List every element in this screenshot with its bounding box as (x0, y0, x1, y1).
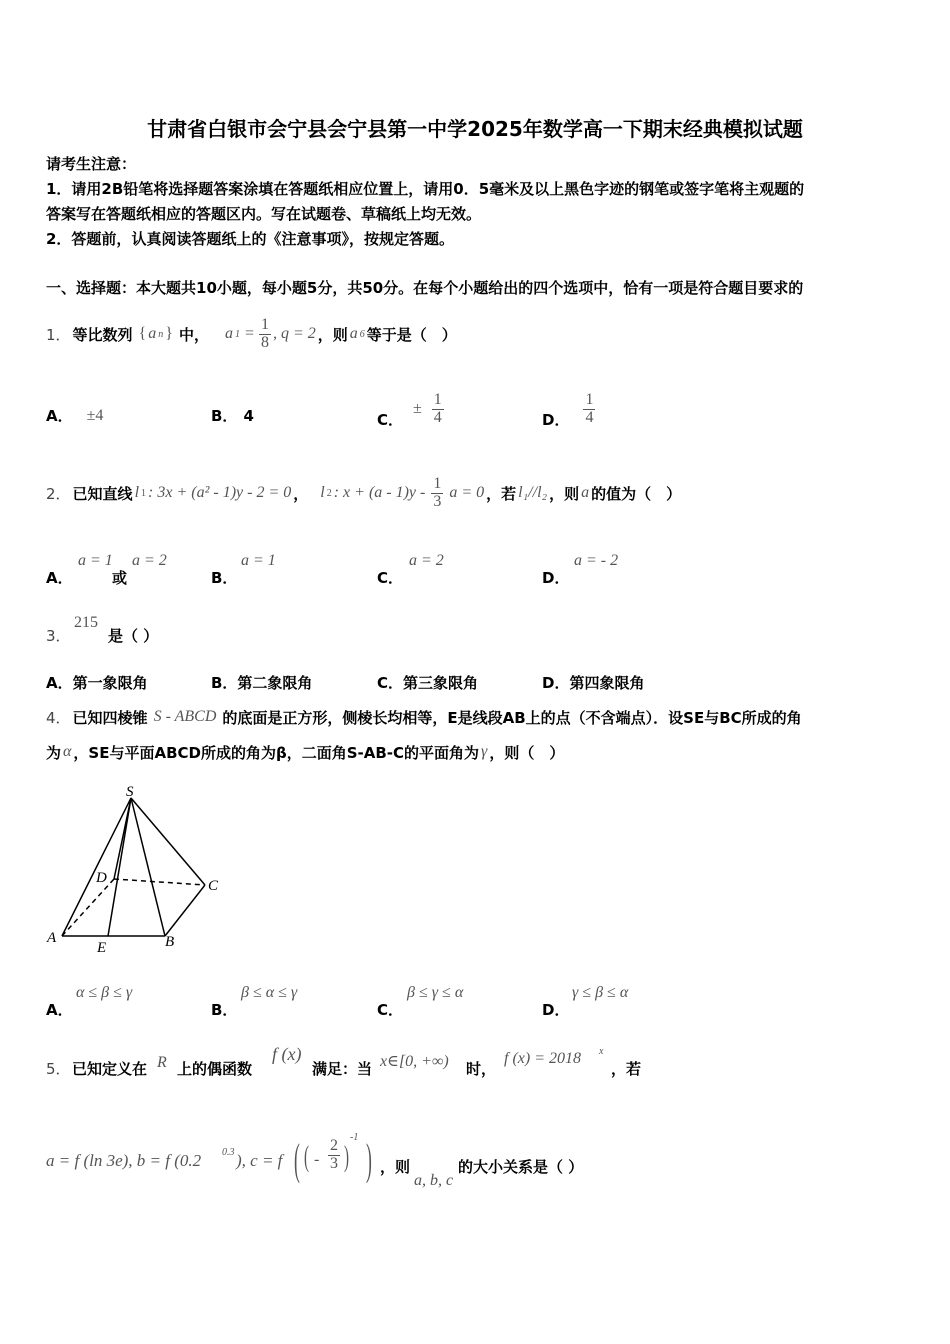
q5-vars: a, b, c (414, 1172, 454, 1189)
q2-l2-eq: : x + (a - 1)y - (333, 484, 426, 501)
q1-option-c[interactable]: C． ± $\frac{1}{4}$ (377, 390, 442, 429)
q1-eq: = (244, 325, 254, 342)
question-5-line-2: a = f (ln 3e), b = f (0.2 0.3 ), c = f ( ( - $\frac{2}{3}$ ) -1 ) ，则 a, b, c 的大小关系是（ ） (46, 1132, 584, 1189)
q4-pyramid: S - ABCD (153, 708, 217, 725)
label-b: B (165, 934, 175, 950)
q1-a6: a (349, 325, 358, 342)
q2-parallel: l₁//l₂ (518, 484, 548, 501)
q1-a1-sub: 1 (234, 328, 240, 340)
section-heading: 一、选择题：本大题共10小题，每小题5分，共50分。在每个小题给出的四个选项中，恰有一项是符合题目要求的 (46, 279, 804, 297)
q2-l2: l (320, 484, 325, 501)
q4-options: A． α ≤ β ≤ γ B． β ≤ α ≤ γ C． β ≤ γ ≤ α D． γ ≤ β ≤ α (46, 984, 629, 1019)
q2-text-4: 的值为（ ） (591, 484, 682, 503)
notice-line-1: 1．请用2B铅笔将选择题答案涂填在答题纸相应位置上，请用0．5毫米及以上黑色字迹的钢笔或签字笔将主观题的 (46, 180, 805, 198)
question-4-line-1: 4． 已知四棱锥 S - ABCD 的底面是正方形，侧棱长均相等，E是线段AB上的点（不含端点）．设SE与BC所成的角 (46, 708, 802, 727)
notice-line-1b: 答案写在答题纸相应的答题区内。写在试题卷、草稿纸上均无效。 (46, 205, 482, 223)
q5-fraction: $\frac{2}{3}$ (330, 1137, 338, 1172)
q2-l1: l (134, 484, 140, 501)
q1-q: , q = 2 (272, 325, 316, 342)
q1-number: 1． (46, 325, 71, 344)
q3-option-d[interactable]: D．第四象限角 (542, 674, 645, 692)
label-s: S (126, 784, 134, 800)
q3-option-b[interactable]: B．第二象限角 (211, 674, 313, 692)
q2-text-1: 已知直线 (72, 484, 133, 503)
pyramid-figure (40, 780, 240, 955)
q3-number: 3． (46, 627, 71, 645)
q2-options: A． a = 1 或 a = 2 B． a = 1 C． a = 2 D． a = - 2 (46, 552, 619, 587)
question-2: 2． 已知直线 l 1 : 3x + (a² - 1)y - 2 = 0 ， l 2 : x + (a - 1)y - $\frac{1}{3}$ a = 0 ，若 l₁//l₂ ，则 a 的值为（ ） (46, 474, 682, 510)
q1-option-a[interactable]: A． ±4 (46, 406, 104, 425)
q2-text-2: ，若 (486, 484, 517, 503)
label-e: E (97, 940, 107, 955)
q2-text-3: ，则 (549, 484, 580, 503)
q1-text-3: ，则 (317, 325, 348, 344)
q1-text-4: 等于是（ ） (366, 325, 457, 344)
q4-number: 4． (46, 708, 71, 727)
q3-text: 是（ ） (108, 627, 159, 645)
notice-heading: 请考生注意： (46, 155, 137, 173)
label-c: C (208, 878, 219, 894)
q5-definitions: a = f (ln 3e), b = f (0.2 (46, 1151, 202, 1170)
page-title: 甘肃省白银市会宁县会宁县第一中学2025年数学高一下期末经典模拟试题 (147, 117, 803, 141)
q1-options (46, 385, 906, 433)
q1-option-b[interactable]: B． 4 (211, 406, 254, 425)
notice-line-2: 2．答题前，认真阅读答题纸上的《注意事项》，按规定答题。 (46, 230, 454, 248)
q5-number: 5． (46, 1060, 71, 1078)
q1-text-2: 中， (178, 325, 209, 344)
q1-seq-sub: n (158, 328, 164, 340)
q1-a1: a (224, 325, 233, 342)
q2-l1-eq: : 3x + (a² - 1)y - 2 = 0 (148, 484, 292, 501)
question-1: 1． 等比数列 { a n } 中， a 1 = $\frac{1}{8}$ , q = 2 ，则 a 6 等于是（ ） (46, 315, 457, 351)
q2-fraction: $\frac{1}{3}$ (433, 474, 442, 510)
question-4-line-2: 为 α ，SE与平面ABCD所成的角为β，二面角S-AB-C的平面角为 γ ，则（ ） (46, 743, 565, 762)
q3-angle: 215 (74, 614, 98, 631)
label-a: A (47, 930, 57, 946)
q1-text-1: 等比数列 (72, 325, 133, 344)
q1-seq: a (148, 325, 157, 342)
q1-option-d[interactable]: D． $\frac{1}{4}$ (542, 390, 594, 429)
q2-number: 2． (46, 484, 71, 503)
q1-fraction: $\frac{1}{8}$ (260, 315, 269, 351)
q3-option-c[interactable]: C．第三象限角 (377, 674, 479, 692)
q3-option-a[interactable]: A．第一象限角 (46, 674, 148, 692)
label-d: D (96, 870, 107, 886)
q1-a6-sub: 6 (359, 328, 365, 340)
